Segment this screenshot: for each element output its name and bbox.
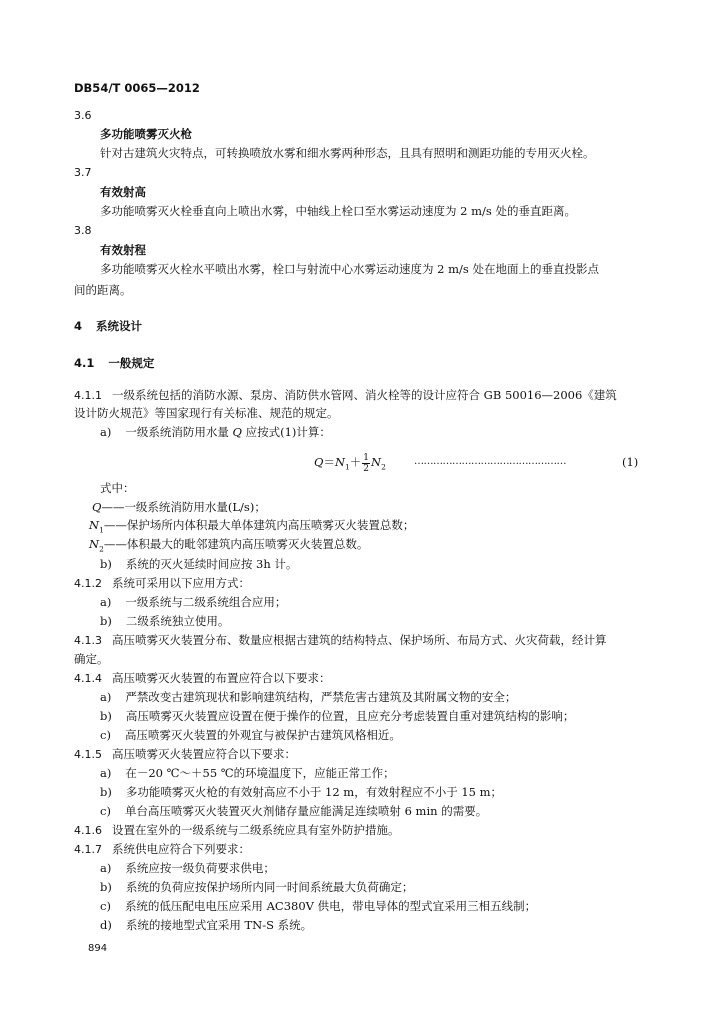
page-number: 894 <box>88 943 108 954</box>
list-text: 多功能喷雾灭火枪的有效射高应不小于 12 m，有效射程应不小于 15 m； <box>125 785 503 799</box>
formula-q: Q <box>314 455 324 469</box>
term-definition: 针对古建筑火灾特点，可转换喷放水雾和细水雾两种形态，且具有照明和测距功能的专用灭火栓。 <box>100 146 595 160</box>
clause-number: 4.1.1 <box>74 389 102 402</box>
formula-n2-sub: 2 <box>381 462 386 472</box>
list-text: 系统的灭火延续时间应按 3h 计。 <box>125 557 298 571</box>
list-item <box>100 803 487 819</box>
clause-number: 3.6 <box>74 109 92 122</box>
list-text: 系统的低压配电电压应采用 AC380V 供电，带电导体的型式宜采用三相五线制； <box>124 899 537 913</box>
term-definition-cont: 间的距离。 <box>74 283 132 297</box>
where-label: 式中： <box>100 481 135 495</box>
clause-4-1-3 <box>74 632 607 649</box>
clause-text: 高压喷雾灭火装置的布置应符合以下要求： <box>112 671 331 685</box>
term-definition: 多功能喷雾灭火栓垂直向上喷出水雾，中轴线上栓口至水雾运动速度为 2 m/s 处的垂直距离。 <box>100 204 576 218</box>
term-definition: 多功能喷雾灭火栓水平喷出水雾，栓口与射流中心水雾运动速度为 2 m/s 处在地面上的垂直投影点 <box>100 262 599 276</box>
list-label: c) <box>100 899 111 913</box>
clause-number: 4.1.2 <box>74 577 102 590</box>
chapter-title: 系统设计 <box>96 319 143 333</box>
variable-subscript: 2 <box>99 544 104 554</box>
list-text: 高压喷雾灭火装置的外观宜与被保护古建筑风格相近。 <box>124 728 401 742</box>
list-text: 一级系统消防用水量 <box>125 425 229 439</box>
section-number: 4.1 <box>74 356 95 370</box>
clause-number: 4.1.4 <box>74 672 102 685</box>
clause-text: 系统供电应符合下列要求： <box>112 842 250 856</box>
formula-plus: ＋ <box>349 455 362 469</box>
variable-def <box>89 536 368 557</box>
clause-number: 3.7 <box>74 166 92 179</box>
clause-4-1-4 <box>74 670 331 687</box>
list-text: 系统的接地型式宜采用 TN-S 系统。 <box>125 918 313 932</box>
list-item <box>100 898 536 914</box>
clause-text: 设置在室外的一级系统与二级系统应具有室外防护措施。 <box>112 823 400 837</box>
clause-number: 4.1.7 <box>74 843 102 856</box>
list-item <box>100 784 502 800</box>
list-label: b) <box>100 880 112 894</box>
clause-text-cont: 设计防火规范》等国家现行有关标准、规范的规定。 <box>74 406 339 420</box>
section-title: 一般规定 <box>108 356 155 370</box>
clause-text: 高压喷雾灭火装置分布、数量应根据古建筑的结构特点、保护场所、布局方式、火灾荷载，经计算 <box>112 633 607 647</box>
fraction-denominator: 2 <box>363 463 370 474</box>
clause-number: 3.8 <box>74 224 92 237</box>
formula-eq: ＝ <box>323 455 335 469</box>
fraction-numerator: 1 <box>363 452 370 463</box>
clause-4-1-2 <box>74 575 250 592</box>
list-label: a) <box>100 595 112 609</box>
list-label: a) <box>100 425 112 439</box>
variable-subscript: 1 <box>99 525 104 535</box>
list-text: 在－20 ℃～＋55 ℃的环境温度下，应能正常工作； <box>125 766 395 780</box>
variable-symbol: N <box>89 537 100 551</box>
clause-4-1-6 <box>74 822 400 839</box>
variable-symbol: N <box>89 518 100 532</box>
list-label: b) <box>100 557 112 571</box>
list-item <box>100 879 413 895</box>
clause-4-1-5 <box>74 746 296 763</box>
list-label: a) <box>100 690 112 704</box>
list-item <box>100 424 331 440</box>
variable-description: ——保护场所内体积最大单体建筑内高压喷雾灭火装置总数； <box>103 518 415 532</box>
formula-n1-sub: 1 <box>345 462 350 472</box>
clause-text: 高压喷雾灭火装置应符合以下要求： <box>112 747 296 761</box>
doc-number: DB54/T 0065—2012 <box>74 81 200 95</box>
list-label: c) <box>100 728 111 742</box>
chapter-heading <box>74 318 142 334</box>
list-text: 一级系统与二级系统组合应用； <box>125 595 287 609</box>
variable-def <box>92 499 266 515</box>
list-label: a) <box>100 861 112 875</box>
clause-text: 系统可采用以下应用方式： <box>112 576 250 590</box>
clause-text: 一级系统包括的消防水源、泵房、消防供水管网、消火栓等的设计应符合 GB 50016—2006《建筑 <box>112 388 617 402</box>
list-item <box>100 689 516 705</box>
list-item <box>100 556 297 572</box>
list-item <box>100 860 275 876</box>
list-text: 系统应按一级负荷要求供电； <box>125 861 275 875</box>
list-text: 单台高压喷雾灭火装置灭火剂储存量应能满足连续喷射 6 min 的需要。 <box>124 804 488 818</box>
list-item <box>100 917 312 933</box>
list-text: 高压喷雾灭火装置应设置在便于操作的位置，且应充分考虑装置自重对建筑结构的影响； <box>125 709 575 723</box>
section-heading <box>74 355 154 371</box>
list-item <box>100 727 401 743</box>
formula-number: (1) <box>622 455 639 469</box>
list-label: c) <box>100 804 111 818</box>
list-label: b) <box>100 614 112 628</box>
term-title: 有效射高 <box>100 185 146 199</box>
formula-fraction <box>362 453 370 474</box>
list-text: 二级系统独立使用。 <box>125 614 230 628</box>
list-item <box>100 765 395 781</box>
chapter-number: 4 <box>74 319 83 333</box>
variable-description: ——一级系统消防用水量(L/s)； <box>101 500 266 514</box>
list-text: 应按式(1)计算： <box>245 425 331 439</box>
list-label: b) <box>100 709 112 723</box>
clause-text-cont: 确定。 <box>74 652 109 666</box>
formula <box>314 451 386 478</box>
formula-n2: N <box>371 455 382 469</box>
list-item <box>100 613 229 629</box>
clause-4-1-7 <box>74 841 250 858</box>
term-title: 有效射程 <box>100 243 146 257</box>
formula-n1: N <box>334 455 345 469</box>
clause-number: 4.1.6 <box>74 824 102 837</box>
clause-number: 4.1.3 <box>74 634 102 647</box>
list-label: d) <box>100 918 112 932</box>
term-title: 多功能喷雾灭火枪 <box>100 127 192 141</box>
variable-description: ——体积最大的毗邻建筑内高压喷雾灭火装置总数。 <box>103 537 369 551</box>
variable-q: Q <box>232 425 242 439</box>
variable-symbol: Q <box>92 500 102 514</box>
list-text: 严禁改变古建筑现状和影响建筑结构，严禁危害古建筑及其附属文物的安全； <box>125 690 517 704</box>
list-text: 系统的负荷应按保护场所内同一时间系统最大负荷确定； <box>125 880 414 894</box>
clause-4-1-1 <box>74 387 617 404</box>
clause-number: 4.1.5 <box>74 748 102 761</box>
list-label: a) <box>100 766 112 780</box>
list-item <box>100 708 574 724</box>
list-item <box>100 594 286 610</box>
list-label: b) <box>100 785 112 799</box>
formula-leader: ………………………………………… <box>414 456 566 467</box>
